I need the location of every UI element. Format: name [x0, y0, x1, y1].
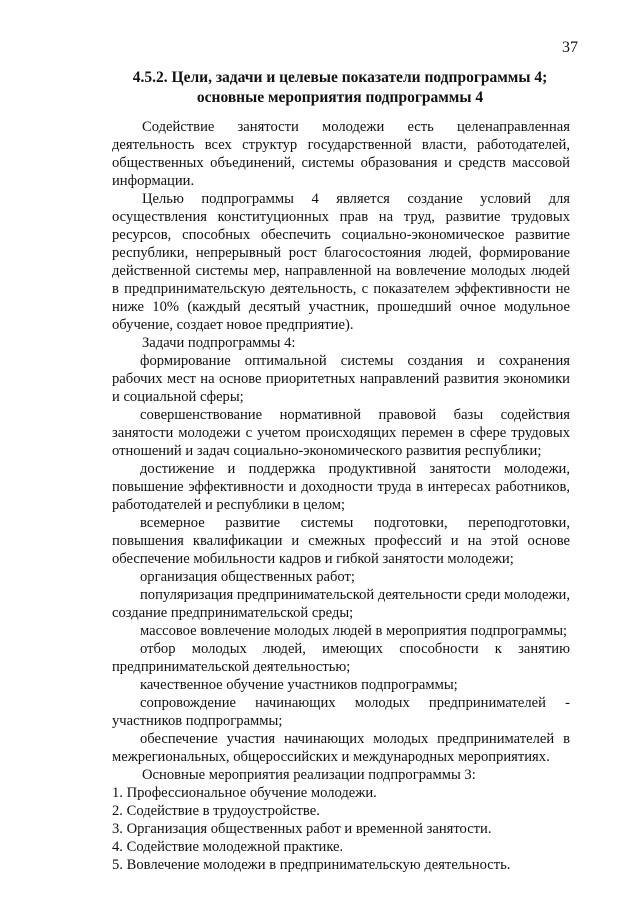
- measure-item: 4. Содействие молодежной практике.: [112, 839, 344, 855]
- measures-intro: Основные мероприятия реализации подпрограммы 3:: [142, 767, 476, 783]
- task-item: отбор молодых людей, имеющих способности к занятию предпринимательской деятельностью;: [112, 641, 570, 675]
- measure-item: 1. Профессиональное обучение молодежи.: [112, 785, 377, 801]
- task-item: всемерное развитие системы подготовки, переподготовки, повышения квалификации и смежных профессий и на этой основе обеспечение мобильности кадров и гибкой занятости молодежи;: [112, 515, 570, 567]
- task-item: популяризация предпринимательской деятельности среди молодежи, создание предпринимательской среды;: [112, 587, 570, 621]
- task-item: качественное обучение участников подпрограммы;: [140, 677, 458, 693]
- heading-line-2: основные мероприятия подпрограммы 4: [196, 89, 484, 106]
- paragraph-intro: Содействие занятости молодежи есть целенаправленная деятельность всех структур государственной власти, работодателей, общественных объединений, системы образования и средств массовой информации.: [112, 119, 570, 189]
- task-item: массовое вовлечение молодых людей в мероприятия подпрограммы;: [140, 623, 568, 639]
- measure-item: 5. Вовлечение молодежи в предпринимательскую деятельность.: [112, 857, 511, 873]
- task-item: достижение и поддержка продуктивной занятости молодежи, повышение эффективности и доходности труда в интересах работников, работодателей и республики в целом;: [112, 461, 570, 513]
- tasks-list: [112, 352, 570, 766]
- paragraph-tasks-heading: Задачи подпрограммы 4:: [142, 335, 296, 351]
- document-body: [112, 118, 570, 874]
- task-item: совершенствование нормативной правовой базы содействия занятости молодежи с учетом происходящих перемен в сфере трудовых отношений и задач социально-экономического развития республики;: [112, 407, 570, 459]
- section-heading: [110, 68, 570, 108]
- measure-item: 3. Организация общественных работ и временной занятости.: [112, 821, 492, 837]
- measure-item: 2. Содействие в трудоустройстве.: [112, 803, 320, 819]
- measures-list: [112, 784, 570, 874]
- heading-line-1: 4.5.2. Цели, задачи и целевые показатели подпрограммы 4;: [132, 69, 548, 86]
- paragraph-goal: Целью подпрограммы 4 является создание условий для осуществления конституционных прав на труд, развитие трудовых ресурсов, способных обеспечить социально-экономическое развитие республики, непрерывный рост благосостояния людей, формирование действенной системы мер, направленной на вовлечение молодых людей в предпринимательскую деятельность, с показателем эффективности не ниже 10% (каждый десятый участник, прошедший очное модульное обучение, создает новое предприятие).: [112, 191, 570, 333]
- task-item: организация общественных работ;: [140, 569, 355, 585]
- page-number: 37: [562, 39, 578, 56]
- task-item: сопровождение начинающих молодых предпринимателей - участников подпрограммы;: [112, 695, 570, 729]
- task-item: обеспечение участия начинающих молодых предпринимателей в межрегиональных, общероссийских и международных мероприятиях.: [112, 731, 570, 765]
- task-item: формирование оптимальной системы создания и сохранения рабочих мест на основе приоритетных направлений развития экономики и социальной сферы;: [112, 353, 570, 405]
